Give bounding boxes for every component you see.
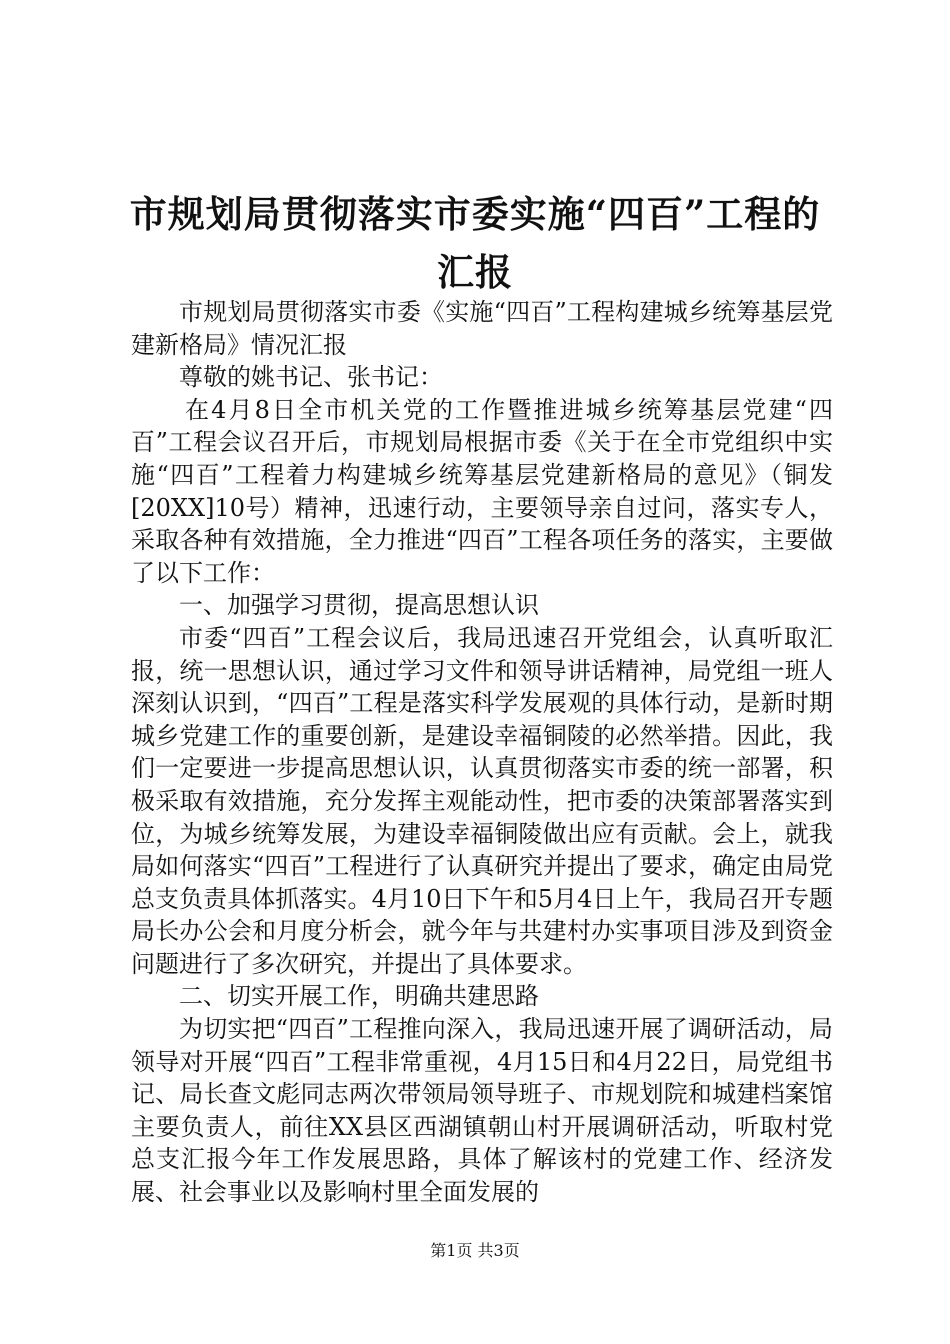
section-heading-1: 一、加强学习贯彻，提高思想认识: [179, 591, 539, 620]
page-number-footer: 第1页 共3页: [430, 1241, 520, 1260]
report-subtitle-paragraph: 市规划局贯彻落实市委《实施“四百”工程构建城乡统筹基层党建新格局》情况汇报: [131, 298, 833, 359]
section-2-paragraph: 为切实把“四百”工程推向深入，我局迅速开展了调研活动，局领导对开展“四百”工程非常重视，4月15日和4月22日，局党组书记、局长查文彪同志两次带领局领导班子、市规划院和城建档案馆主要负责人，前往XX县区西湖镇朝山村开展调研活动，听取村党总支汇报今年工作发展思路，具体了解该村的党建工作、经济发展、社会事业以及影响村里全面发展的: [131, 1015, 833, 1207]
salutation: 尊敬的姚书记、张书记：: [179, 363, 443, 392]
section-1-paragraph: 市委“四百”工程会议后，我局迅速召开党组会，认真听取汇报，统一思想认识，通过学习文件和领导讲话精神，局党组一班人深刻认识到，“四百”工程是落实科学发展观的具体行动，是新时期城乡党建工作的重要创新，是建设幸福铜陵的必然举措。因此，我们一定要进一步提高思想认识，认真贯彻落实市委的统一部署，积极采取有效措施，充分发挥主观能动性，把市委的决策部署落实到位，为城乡统筹发展，为建设幸福铜陵做出应有贡献。会上，就我局如何落实“四百”工程进行了认真研究并提出了要求，确定由局党总支负责具体抓落实。4月10日下午和5月4日上午，我局召开专题局长办公会和月度分析会，就今年与共建村办实事项目涉及到资金问题进行了多次研究，并提出了具体要求。: [131, 623, 833, 978]
section-heading-2: 二、切实开展工作，明确共建思路: [179, 982, 539, 1011]
intro-paragraph: 在4月8日全市机关党的工作暨推进城乡统筹基层党建“四百”工程会议召开后，市规划局根据市委《关于在全市党组织中实施“四百”工程着力构建城乡统筹基层党建新格局的意见》（铜发[20XX]10号）精神，迅速行动，主要领导亲自过问，落实专人，采取各种有效措施，全力推进“四百”工程各项任务的落实，主要做了以下工作：: [131, 395, 833, 587]
document-title: 市规划局贯彻落实市委实施“四百”工程的汇报: [129, 191, 821, 294]
document-body: [131, 296, 833, 1209]
